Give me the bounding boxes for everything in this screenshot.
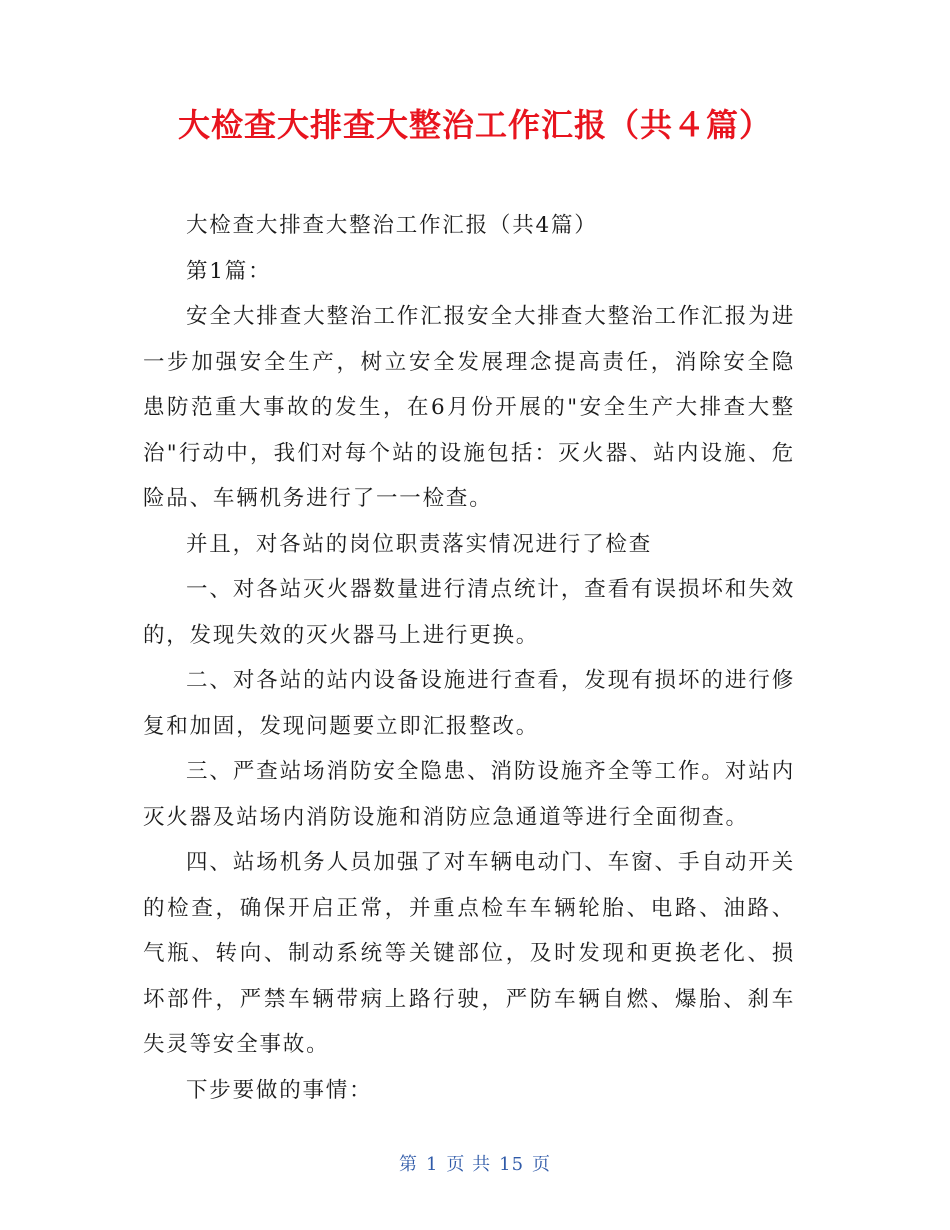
footer-current-page: 1 xyxy=(425,1154,439,1175)
body-paragraph: 一、对各站灭火器数量进行清点统计，查看有误损坏和失效的，发现失效的灭火器马上进行更换。 xyxy=(143,577,795,648)
footer-suffix: 页 xyxy=(532,1154,552,1175)
body-paragraph: 四、站场机务人员加强了对车辆电动门、车窗、手自动开关的检查，确保开启正常，并重点检车车辆轮胎、电路、油路、气瓶、转向、制动系统等关键部位，及时发现和更换老化、损坏部件，严禁车辆带病上路行驶，严防车辆自燃、爆胎、刹车失灵等安全事故。 xyxy=(143,850,795,1057)
body-paragraph: 二、对各站的站内设备设施进行查看，发现有损坏的进行修复和加固，发现问题要立即汇报整改。 xyxy=(143,668,795,739)
body-paragraph: 安全大排查大整治工作汇报安全大排查大整治工作汇报为进一步加强安全生产，树立安全发展理念提高责任，消除安全隐患防范重大事故的发生，在6月份开展的"安全生产大排查大整治"行动中，我们对每个站的设施包括：灭火器、站内设施、危险品、车辆机务进行了一一检查。 xyxy=(143,304,795,511)
body-paragraph: 大检查大排查大整治工作汇报（共4篇） xyxy=(186,213,598,238)
body-paragraph: 并且，对各站的岗位职责落实情况进行了检查 xyxy=(186,531,653,557)
document-body xyxy=(143,203,795,1113)
body-paragraph: 下步要做的事情： xyxy=(186,1077,373,1103)
body-paragraph: 第1篇： xyxy=(186,258,272,284)
page-footer xyxy=(0,1150,950,1176)
document-title: 大检查大排查大整治工作汇报（共４篇） xyxy=(177,106,772,144)
footer-middle: 页 共 xyxy=(446,1154,492,1175)
footer-total-pages: 15 xyxy=(499,1154,525,1175)
body-paragraph: 三、严查站场消防安全隐患、消防设施齐全等工作。对站内灭火器及站场内消防设施和消防应急通道等进行全面彻查。 xyxy=(143,759,795,830)
footer-prefix: 第 xyxy=(398,1154,418,1175)
